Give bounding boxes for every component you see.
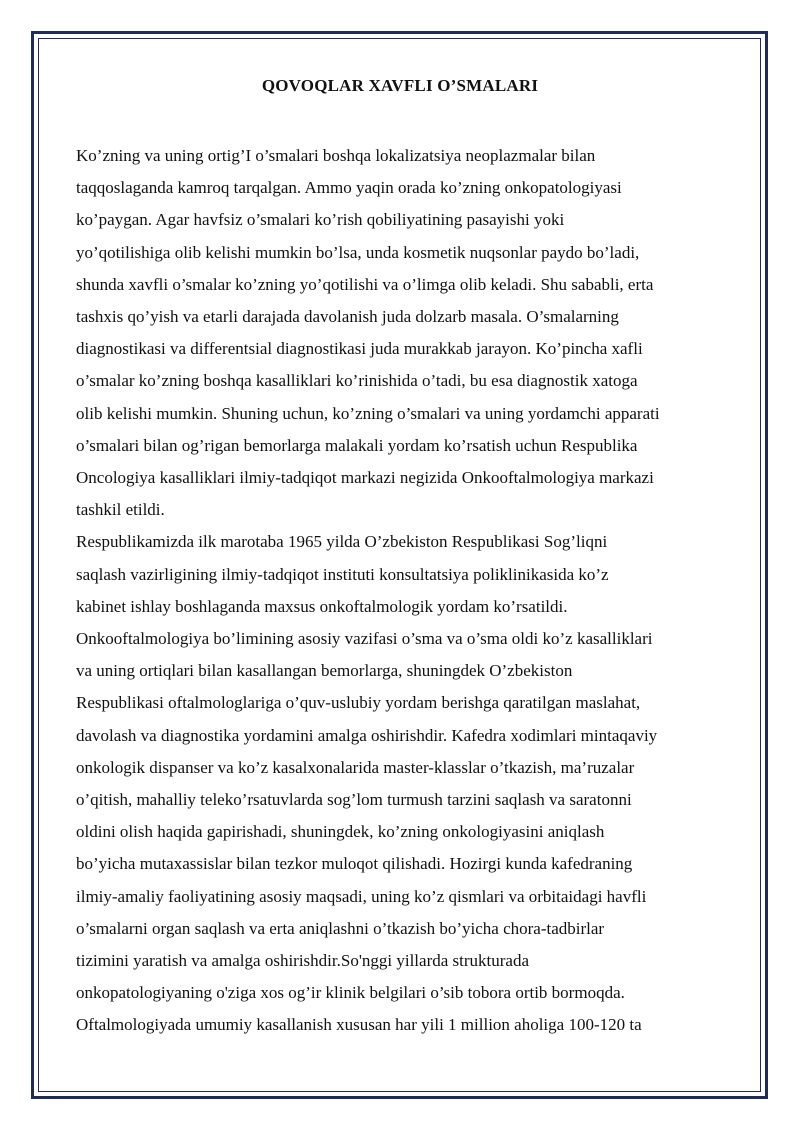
paragraph-intro: Ko’zning va uning ortig’I o’smalari boshqa lokalizatsiya neoplazmalar bilan taqqoslaganda kamroq tarqalgan. Ammo yaqin orada ko’zning onkopatologiyasi ko’paygan. Agar havfsiz o’smalari ko’rish qobiliyatining pasayishi yoki yo’qotilishiga olib kelishi mumkin bo’lsa, unda kosmetik nuqsonlar paydo bo’ladi, shunda xavfli o’smalar ko’zning yo’qotilishi va o’limga olib keladi. Shu sababli, erta tashxis qo’yish va etarli darajada davolanish juda dolzarb masala. O’smalarning diagnostikasi va differentsial diagnostikasi juda murakkab jarayon. Ko’pincha xafli o’smalar ko’zning boshqa kasalliklari ko’rinishida o’tadi, bu esa diagnostik xatoga olib kelishi mumkin. Shuning uchun, ko’zning o’smalari va uning yordamchi apparati o’smalari bilan og’rigan bemorlarga malakali yordam ko’rsatish uchun Respublika Oncologiya kasalliklari ilmiy-tadqiqot markazi negizida Onkooftalmologiya markazi tashkil etildi. bbox=[76, 146, 660, 520]
document-body bbox=[76, 140, 736, 1042]
paragraph-history: Respublikamizda ilk marotaba 1965 yilda O’zbekiston Respublikasi Sog’liqni saqlash vazirligining ilmiy-tadqiqot instituti konsultatsiya poliklinikasida ko’z kabinet ishlay boshlaganda maxsus onkoftalmologik yordam ko’rsatildi. Onkooftalmologiya bo’limining asosiy vazifasi o’sma va o’sma oldi ko’z kasalliklari va uning ortiqlari bilan kasallangan bemorlarga, shuningdek O’zbekiston Respublikasi oftalmologlariga o’quv-uslubiy yordam berishga qaratilgan maslahat, davolash va diagnostika yordamini amalga oshirishdir. Kafedra xodimlari mintaqaviy onkologik dispanser va ko’z kasalxonalarida master-klasslar o’tkazish, ma’ruzalar o’qitish, mahalliy teleko’rsatuvlarda sog’lom turmush tarzini saqlash va saratonni oldini olish haqida gapirishadi, shuningdek, ko’zning onkologiyasini aniqlash bo’yicha mutaxassislar bilan tezkor muloqot qilishadi. Hozirgi kunda kafedraning ilmiy-amaliy faoliyatining asosiy maqsadi, uning ko’z qismlari va orbitaidagi havfli o’smalarni organ saqlash va erta aniqlashni o’tkazish bo’yicha chora-tadbirlar tizimini yaratish va amalga oshirishdir.So'nggi yillarda strukturada onkopatologiyaning o'ziga xos og’ir klinik belgilari o’sib tobora ortib bormoqda. Oftalmologiyada umumiy kasallanish xususan har yili 1 million aholiga 100-120 ta bbox=[76, 532, 658, 1035]
document-title: QOVOQLAR XAVFLI O’SMALARI bbox=[261, 76, 539, 95]
